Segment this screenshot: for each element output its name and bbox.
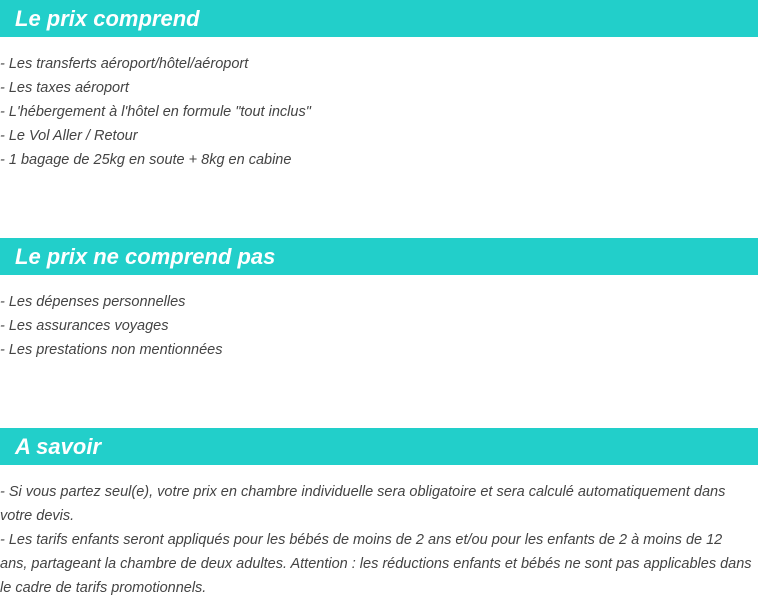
info-list <box>0 465 758 600</box>
includes-list <box>0 37 758 223</box>
section-title-includes: Le prix comprend <box>0 0 758 37</box>
list-item: - Les dépenses personnelles <box>0 294 186 310</box>
section-info <box>0 428 758 600</box>
list-item: - 1 bagage de 25kg en soute + 8kg en cabine <box>0 152 292 168</box>
excludes-list <box>0 275 758 413</box>
list-item: - Le Vol Aller / Retour <box>0 128 138 144</box>
section-title-info: A savoir <box>0 428 758 465</box>
list-item: - Les tarifs enfants seront appliqués pour les bébés de moins de 2 ans et/ou pour les enfants de 2 à moins de 12 ans, partageant la chambre de deux adultes. Attention : les réductions enfants et bébés ne sont pas applicables dans le cadre de tarifs promotionnels. <box>0 532 752 596</box>
section-excludes <box>0 238 758 413</box>
section-title-excludes: Le prix ne comprend pas <box>0 238 758 275</box>
list-item: - Les assurances voyages <box>0 318 169 334</box>
list-item: - Si vous partez seul(e), votre prix en chambre individuelle sera obligatoire et sera calculé automatiquement dans votre devis. <box>0 484 726 524</box>
list-item: - L'hébergement à l'hôtel en formule "tout inclus" <box>0 104 311 120</box>
list-item: - Les prestations non mentionnées <box>0 342 223 358</box>
list-item: - Les transferts aéroport/hôtel/aéroport <box>0 56 249 72</box>
section-includes <box>0 0 758 223</box>
list-item: - Les taxes aéroport <box>0 80 129 96</box>
